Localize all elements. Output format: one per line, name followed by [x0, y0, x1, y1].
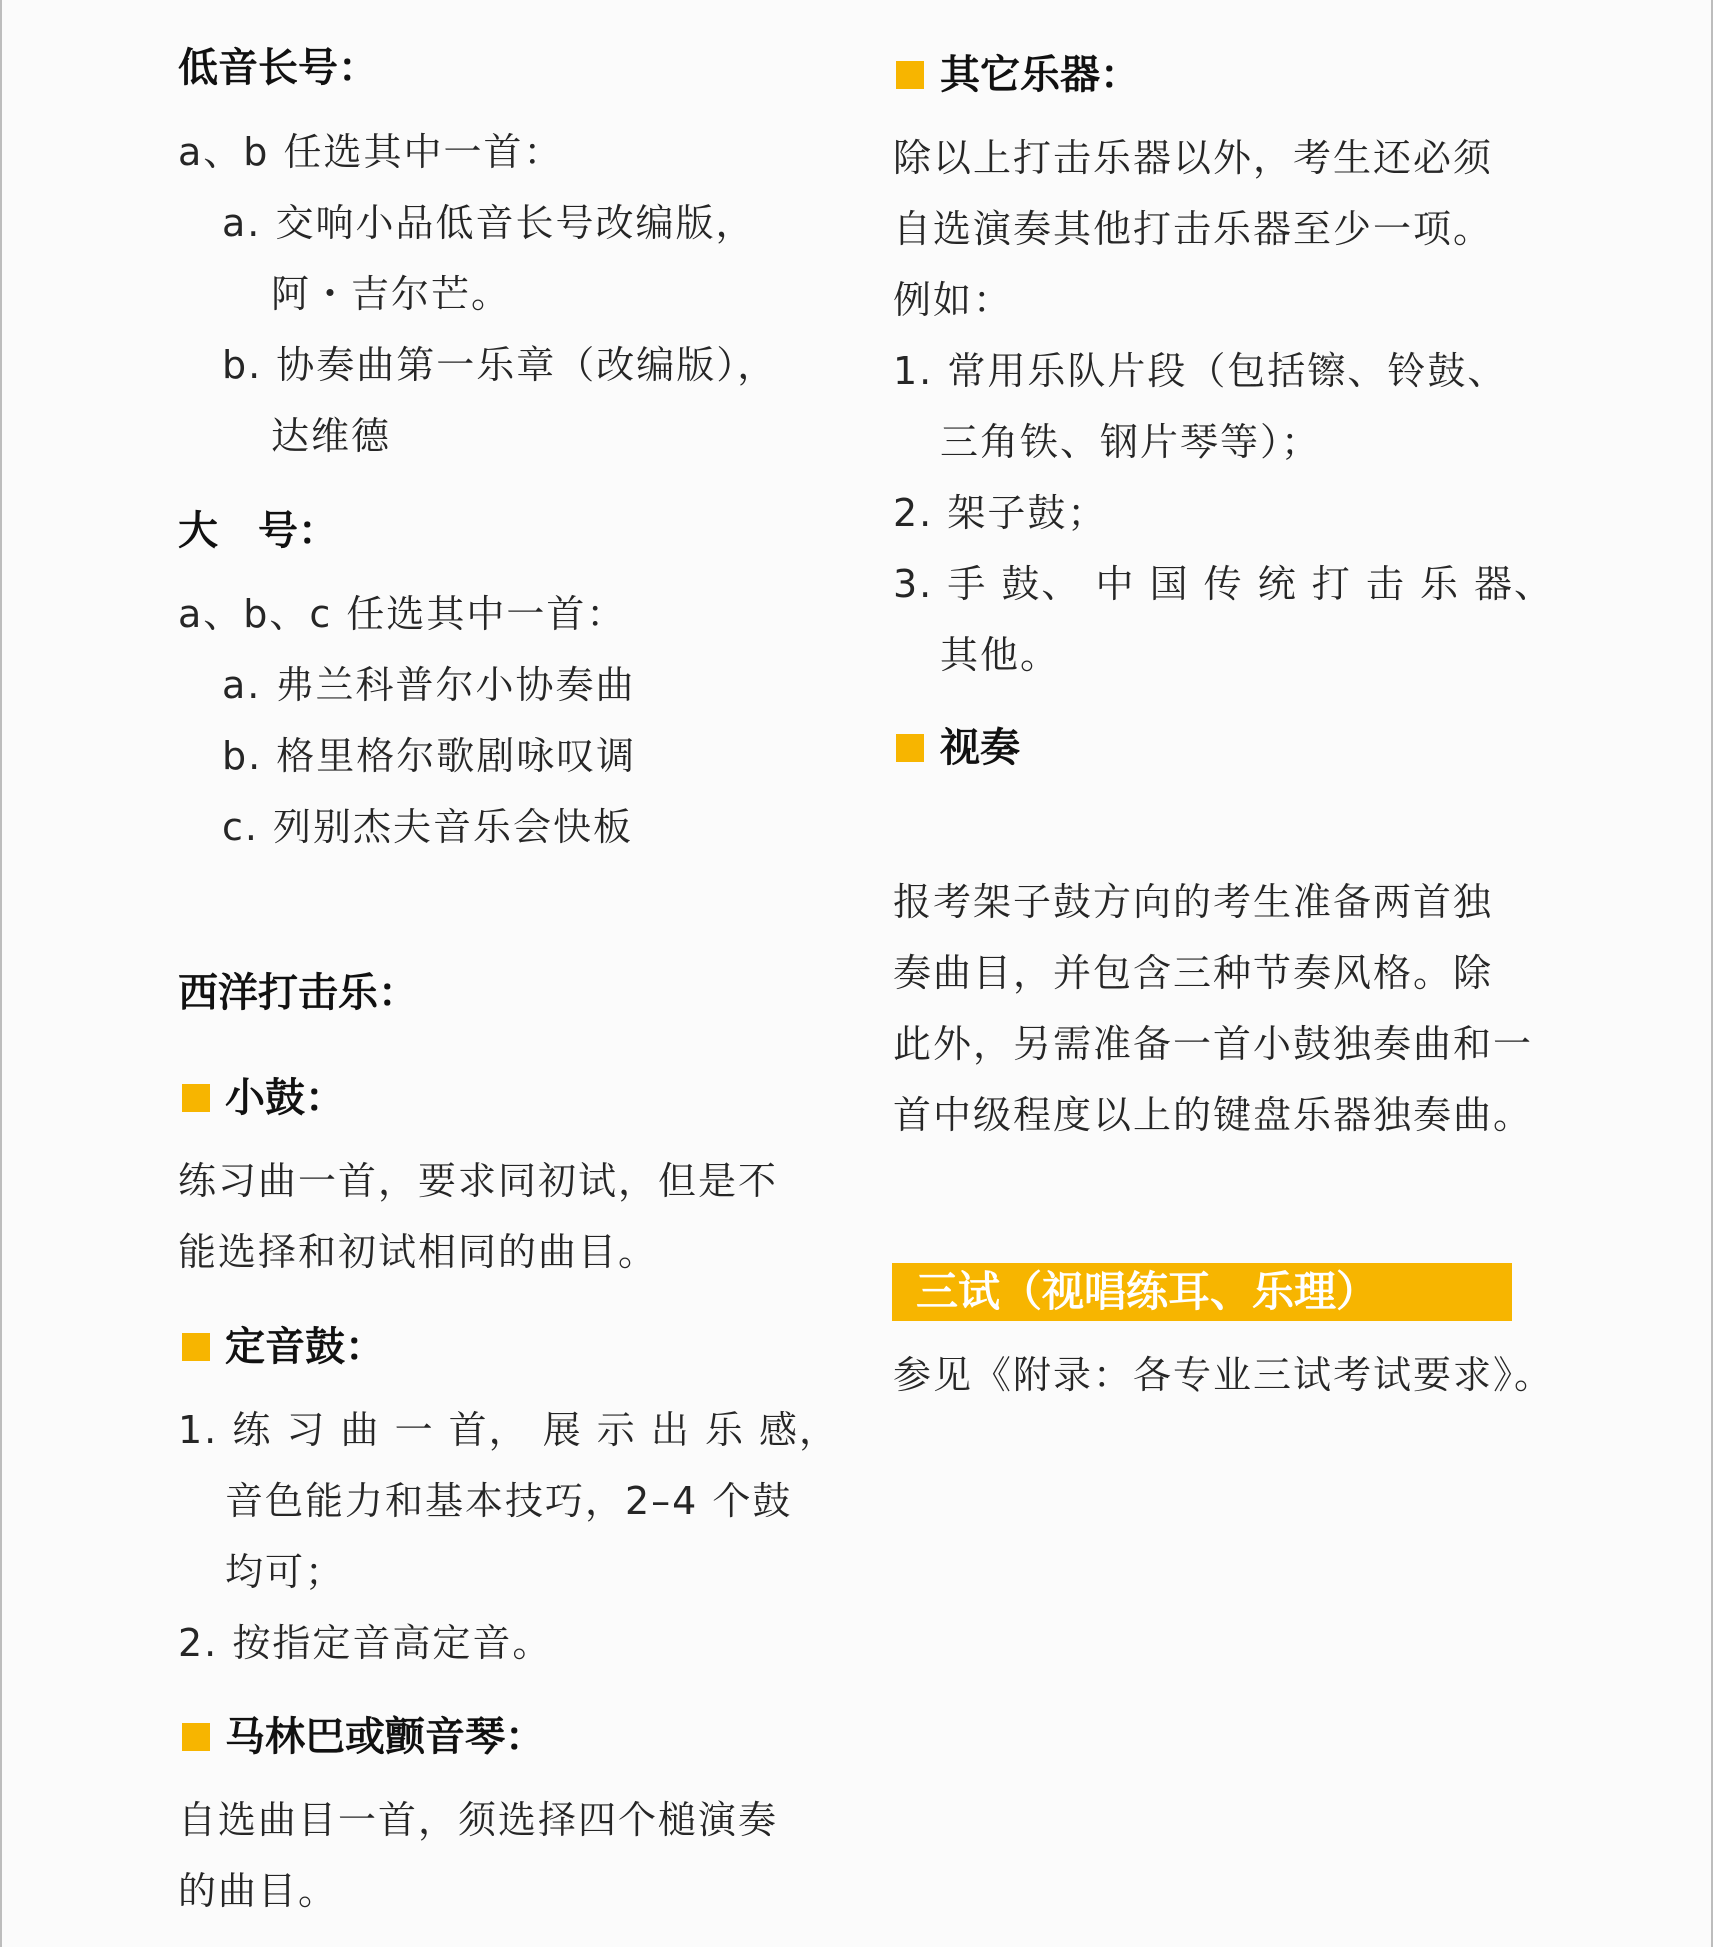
timpani-line-2: 音色能力和基本技巧，2–4 个鼓 [225, 1479, 793, 1523]
other-line-8: 其他。 [940, 633, 1061, 677]
marimba-heading: 马林巴或颤音琴： [225, 1714, 545, 1760]
bass-trombone-item-a: a. 交响小品低音长号改编版， [222, 201, 756, 245]
other-line-7: 3. 手 鼓、 中 国 传 统 打 击 乐 器、 [893, 562, 1555, 606]
sight-reading-heading: 视奏 [940, 725, 1020, 771]
other-line-4: 1. 常用乐队片段（包括镲、铃鼓、 [893, 349, 1508, 393]
bass-trombone-item-a-composer: 阿・吉尔芒。 [271, 272, 512, 316]
bass-trombone-instruction: a、b 任选其中一首： [178, 130, 564, 174]
timpani-heading: 定音鼓： [225, 1324, 385, 1370]
bass-trombone-item-b-composer: 达维德 [271, 414, 392, 458]
marimba-line-2: 的曲目。 [178, 1869, 339, 1913]
snare-heading: 小鼓： [225, 1075, 345, 1121]
sight-line-2: 奏曲目，并包含三种节奏风格。除 [893, 951, 1494, 995]
other-instruments-bullet-icon [896, 61, 924, 89]
third-exam-banner: 三试（视唱练耳、乐理） [892, 1263, 1512, 1321]
sight-line-3: 此外，另需准备一首小鼓独奏曲和一 [893, 1022, 1534, 1066]
other-instruments-heading: 其它乐器： [940, 52, 1140, 98]
sight-line-1: 报考架子鼓方向的考生准备两首独 [893, 880, 1494, 924]
bass-trombone-heading: 低音长号： [178, 45, 378, 91]
tuba-item-a: a. 弗兰科普尔小协奏曲 [222, 663, 636, 707]
third-exam-note: 参见《附录：各专业三试考试要求》。 [893, 1353, 1555, 1397]
tuba-heading: 大 号： [178, 508, 338, 554]
snare-line-1: 练习曲一首，要求同初试，但是不 [178, 1159, 779, 1203]
tuba-instruction: a、b、c 任选其中一首： [178, 592, 627, 636]
timpani-line-1: 1. 练 习 曲 一 首， 展 示 出 乐 感， [178, 1408, 840, 1452]
bass-trombone-item-b: b. 协奏曲第一乐章（改编版）， [222, 343, 778, 387]
snare-bullet-icon [182, 1084, 210, 1112]
timpani-bullet-icon [182, 1333, 210, 1361]
timpani-line-3: 均可； [225, 1550, 346, 1594]
other-line-6: 2. 架子鼓； [893, 491, 1108, 535]
marimba-bullet-icon [182, 1723, 210, 1751]
timpani-line-4: 2. 按指定音高定音。 [178, 1621, 553, 1665]
sight-line-4: 首中级程度以上的键盘乐器独奏曲。 [893, 1093, 1534, 1137]
snare-line-2: 能选择和初试相同的曲目。 [178, 1230, 659, 1274]
other-line-2: 自选演奏其他打击乐器至少一项。 [893, 207, 1494, 251]
marimba-line-1: 自选曲目一首，须选择四个槌演奏 [178, 1798, 779, 1842]
percussion-heading: 西洋打击乐： [178, 970, 418, 1016]
other-line-3: 例如： [893, 278, 1014, 322]
page-edge-left [0, 0, 2, 1947]
other-line-1: 除以上打击乐器以外，考生还必须 [893, 136, 1494, 180]
sight-reading-bullet-icon [896, 734, 924, 762]
tuba-item-b: b. 格里格尔歌剧咏叹调 [222, 734, 637, 778]
tuba-item-c: c. 列别杰夫音乐会快板 [222, 805, 634, 849]
other-line-5: 三角铁、钢片琴等）； [940, 420, 1322, 464]
